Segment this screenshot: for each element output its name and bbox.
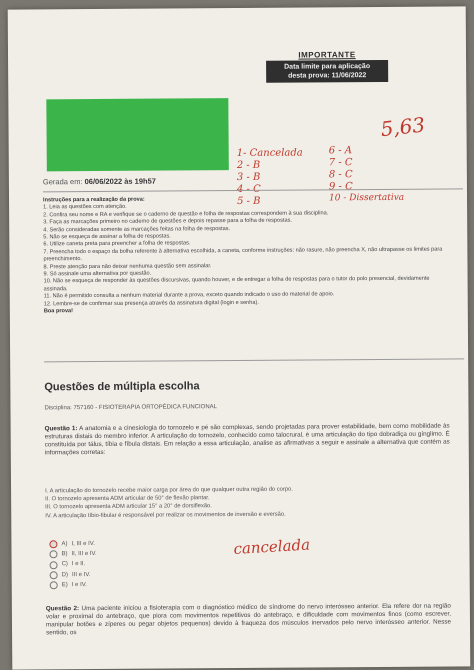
option-text: III e IV. — [71, 571, 91, 578]
hw-answer-left-3: 3 - B — [236, 171, 261, 184]
important-title: IMPORTANTE — [298, 50, 356, 60]
deadline-box — [266, 60, 388, 83]
option-letter: E) — [61, 582, 68, 589]
option-letter: B) — [61, 551, 68, 558]
instruction-item: 11. Não é permitido consulta a nenhum material durante a prova, exceto quando indicado o uso do material de apoio. — [43, 291, 335, 300]
instruction-item: 1. Leia as questões com atenção. — [43, 204, 127, 211]
option-text: II, III e IV. — [71, 551, 97, 558]
deadline-line-2: desta prova: 11/06/2022 — [288, 72, 367, 80]
option-a[interactable] — [49, 539, 96, 550]
section-title: Questões de múltipla escolha — [44, 380, 200, 394]
instructions-block — [43, 192, 449, 316]
question-1-options — [49, 539, 96, 590]
question-2-text: Uma paciente iniciou a fisioterapia com o diagnóstico médico de síndrome do nervo interósseo anterior. Ela refere dor na região volar e proximal do antebraço, que piora com movimentos repetitivos do antebraço, e dificuldade com movimentos finos (como escrever, manipular botões e zíperes ou pegar objetos pequenos) devido à fraqueza dos músculos inervados pelo nervo interósseo anterior. Nesse sentido, os — [45, 602, 452, 637]
instruction-item: 2. Confira seu nome e RA e verifique se o caderno de questão e folha de respostas correspondem à sua disciplina. — [43, 210, 329, 219]
exam-paper — [8, 6, 471, 669]
statement: II. O tornozelo apresenta ADM articular de 50° de flexão plantar. — [45, 495, 210, 503]
option-text: I e II. — [71, 561, 86, 568]
hw-answer-right-5: 10 - Dissertativa — [328, 192, 405, 204]
radio-icon[interactable] — [49, 551, 57, 559]
hw-answer-right-1: 6 - A — [328, 145, 353, 157]
hw-answer-right-4: 9 - C — [328, 181, 353, 193]
option-text: I, III e IV. — [71, 541, 95, 548]
instructions-closing: Boa prova! — [43, 308, 74, 315]
option-c[interactable] — [50, 559, 97, 570]
hw-answer-left-5: 5 - B — [237, 195, 261, 208]
divider-middle — [44, 358, 464, 362]
question-2 — [46, 603, 451, 638]
option-d[interactable] — [50, 570, 97, 581]
handwritten-score: 5,63 — [379, 112, 427, 142]
hw-answer-right-2: 7 - C — [328, 157, 353, 169]
option-letter: D) — [61, 571, 69, 578]
option-b[interactable] — [49, 549, 96, 560]
generated-date — [43, 177, 156, 187]
question-1-statements — [45, 485, 450, 521]
question-1 — [45, 423, 450, 458]
instruction-item: 10. Não se esqueça de responder às questões discursivas, quando houver, e de entregar a folha de respostas para o tutor do polo presencial, devidamente assinada. — [43, 276, 430, 293]
option-letter: A) — [61, 541, 68, 548]
important-notice — [266, 50, 388, 83]
handwritten-cancel-note: cancelada — [232, 535, 311, 559]
instruction-item: 12. Lembre-se de confirmar sua presença através da assinatura digital (login e senha). — [43, 299, 259, 308]
hw-answer-left-2: 2 - B — [236, 159, 261, 172]
radio-icon[interactable] — [50, 561, 58, 569]
instruction-item: 3. Faça as marcações primeiro no caderno de questões e depois repasse para a folha de respostas. — [43, 217, 292, 226]
radio-icon[interactable] — [50, 571, 58, 579]
generated-label: Gerada em: — [42, 177, 83, 187]
discipline-line: Disciplina: 757160 - FISIOTERAPIA ORTOPÉDICA FUNCIONAL — [44, 404, 218, 412]
option-letter: C) — [61, 561, 68, 568]
deadline-line-1: Data limite para aplicação — [284, 63, 371, 71]
redacted-block — [46, 98, 228, 171]
statement: I. A articulação do tornozelo recebe maior carga por área do que qualquer outra região do corpo. — [45, 486, 293, 495]
statement: III. O tornozelo apresenta ADM articular 15° a 20° de dorsiflexão. — [45, 503, 212, 511]
hw-answer-left-1: 1- Cancelada — [236, 147, 303, 160]
instructions-title: Instruções para a realização da prova: — [43, 196, 145, 204]
instruction-item: 8. Preste atenção para não deixar nenhuma questão sem assinalar. — [43, 262, 212, 271]
option-e[interactable] — [50, 580, 97, 591]
statement: IV. A articulação tíbio-fibular é responsável por realizar os movimentos de inversão e eversão. — [45, 511, 286, 519]
question-1-text: A anatomia e a cinesiologia do tornozelo e pé são complexas, sendo projetadas para prover estabilidade, bem como mobilidade às estruturas distais do membro inferior. A articulação do tornozelo, conhecido como talocrural, é uma articulação do tipo dobradiça ou gínglimo. É constituída por tálus, tíbia e fíbula distais. Em relação a essa articulação, analise as afirmativas a seguir e assinale a alternativa que contém as informações corretas: — [44, 422, 450, 457]
instruction-item: 4. Serão consideradas somente as marcações feitas na folha de respostas. — [43, 225, 231, 233]
generated-datetime: 06/06/2022 às 19h57 — [84, 176, 156, 187]
instruction-item: 5. Não se esqueça de assinar a folha de respostas. — [43, 233, 171, 241]
question-1-label: Questão 1: — [44, 425, 78, 433]
option-text: I e IV. — [71, 581, 87, 588]
instruction-item: 9. Só assinale uma alternativa por questão. — [43, 270, 152, 278]
hw-answer-right-3: 8 - C — [328, 169, 353, 181]
instruction-item: 6. Utilize caneta preta para preencher a folha de respostas. — [43, 240, 191, 248]
instruction-item: 7. Preencha todo o espaço da bolha referente à alternativa escolhida, a caneta, conforme instruções: não rasure, não preencha X, não ultrapasse os limites para preenchimento. — [43, 246, 443, 263]
radio-selected-icon[interactable] — [49, 540, 57, 548]
radio-icon[interactable] — [50, 581, 58, 589]
question-2-label: Questão 2: — [45, 605, 80, 613]
